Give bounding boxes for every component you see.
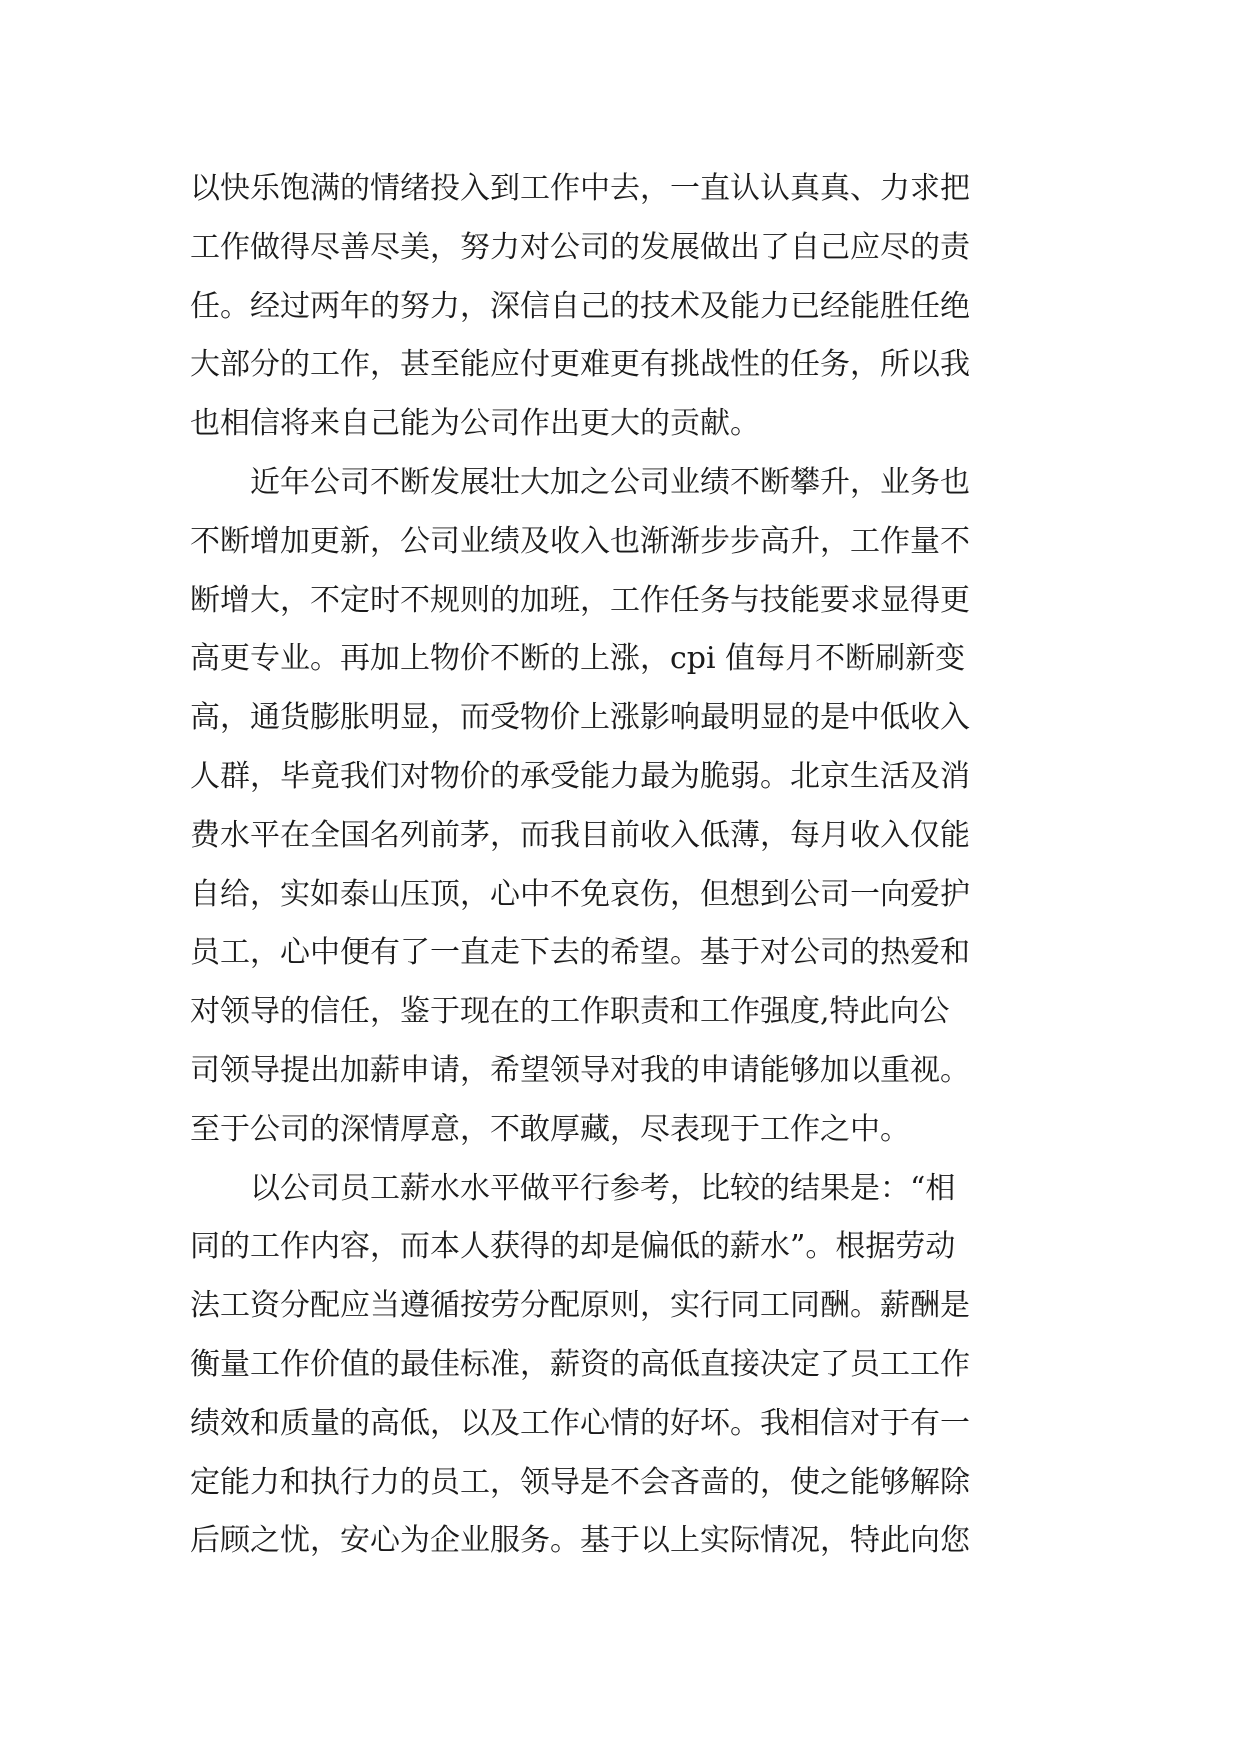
text-line: 以快乐饱满的情绪投入到工作中去，一直认认真真、力求把 <box>190 171 970 206</box>
document-body <box>190 160 1070 1571</box>
text-line: 不断增加更新，公司业绩及收入也渐渐步步高升，工作量不 <box>190 523 970 559</box>
text-line: 衡量工作价值的最佳标准，薪资的高低直接决定了员工工作 <box>190 1346 970 1382</box>
text-line: 高，通货膨胀明显，而受物价上涨影响最明显的是中低收入 <box>190 700 970 736</box>
text-line: 自给，实如泰山压顶，心中不免哀伤，但想到公司一向爱护 <box>190 876 970 912</box>
text-line: 绩效和质量的高低，以及工作心情的好坏。我相信对于有一 <box>190 1405 970 1441</box>
text-line: 人群，毕竟我们对物价的承受能力最为脆弱。北京生活及消 <box>190 758 970 794</box>
paragraph-start-line: 近年公司不断发展壮大加之公司业绩不断攀升，业务也 <box>190 464 970 500</box>
text-line: 大部分的工作，甚至能应付更难更有挑战性的任务，所以我 <box>190 347 970 383</box>
text-line: 法工资分配应当遵循按劳分配原则，实行同工同酬。薪酬是 <box>190 1288 970 1324</box>
text-line: 对领导的信任，鉴于现在的工作职责和工作强度,特此向公 <box>190 994 950 1030</box>
text-line: 也相信将来自己能为公司作出更大的贡献。 <box>190 406 760 442</box>
text-line: 任。经过两年的努力，深信自己的技术及能力已经能胜任绝 <box>190 288 970 324</box>
text-line: 工作做得尽善尽美，努力对公司的发展做出了自己应尽的责 <box>190 229 970 265</box>
text-line: 断增大，不定时不规则的加班，工作任务与技能要求显得更 <box>190 582 970 618</box>
text-line: 高更专业。再加上物价不断的上涨，cpi 值每月不断刷新变 <box>190 641 966 677</box>
text-line: 同的工作内容，而本人获得的却是偏低的薪水”。根据劳动 <box>190 1229 956 1265</box>
text-line: 至于公司的深情厚意，不敢厚藏，尽表现于工作之中。 <box>190 1111 910 1147</box>
text-line: 定能力和执行力的员工，领导是不会吝啬的，使之能够解除 <box>190 1464 970 1500</box>
text-line: 员工，心中便有了一直走下去的希望。基于对公司的热爱和 <box>190 935 970 971</box>
paragraph-start-line: 以公司员工薪水水平做平行参考，比较的结果是：“相 <box>190 1170 956 1206</box>
text-line: 后顾之忧，安心为企业服务。基于以上实际情况，特此向您 <box>190 1523 970 1559</box>
text-line: 费水平在全国名列前茅，而我目前收入低薄，每月收入仅能 <box>190 817 970 853</box>
text-line: 司领导提出加薪申请，希望领导对我的申请能够加以重视。 <box>190 1052 970 1088</box>
